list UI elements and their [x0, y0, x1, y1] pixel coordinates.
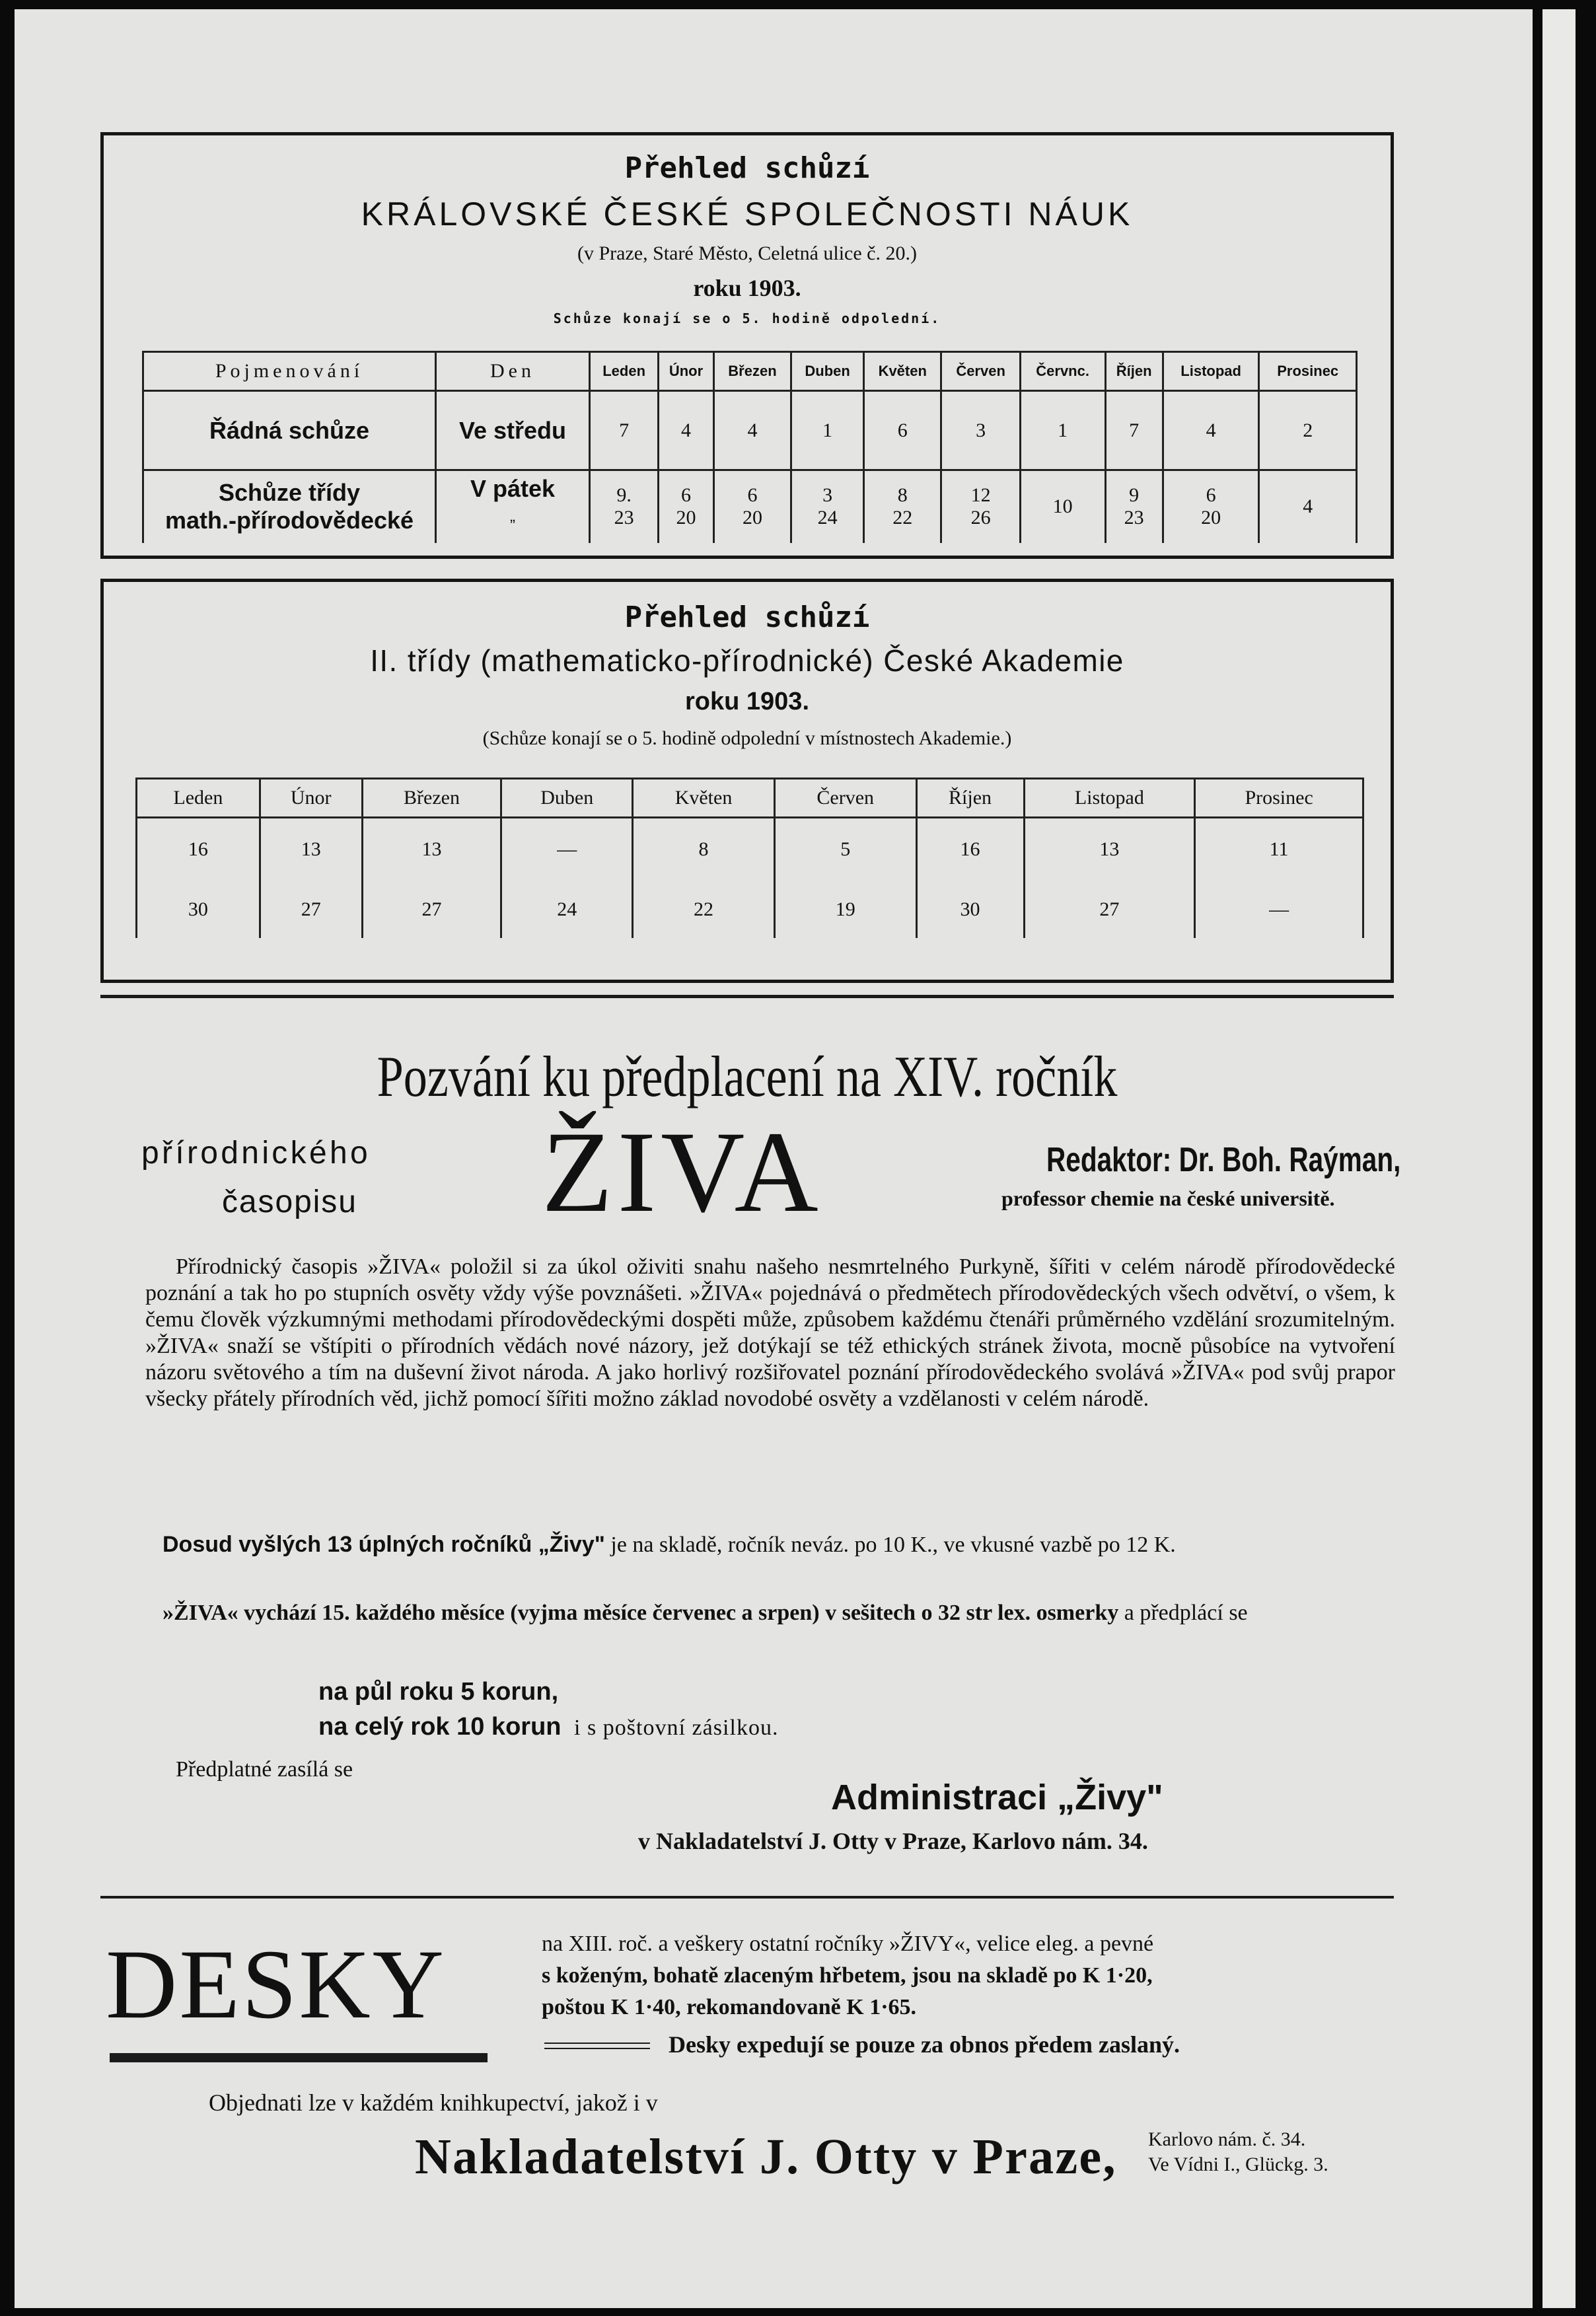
publisher-address-2 [1148, 2153, 1328, 2176]
administration-address: v Nakladatelství J. Otty v Praze, Karlovo nám. 34. [638, 1828, 1148, 1854]
table-cell: — [501, 818, 633, 881]
month-header: Listopad [1163, 352, 1259, 391]
ziva-left-line2: časopisu [222, 1184, 357, 1219]
box2-year: roku 1903. [685, 688, 809, 715]
table-cell: 5 [774, 818, 916, 881]
society-table-header [143, 352, 1357, 391]
table-cell: — [1195, 881, 1363, 938]
table-cell: 2 [1259, 391, 1357, 470]
month-header: Únor [659, 352, 714, 391]
month-header: Prosinec [1259, 352, 1357, 391]
table-cell: 4 [1163, 391, 1259, 470]
row-name-line2: math.-přírodovědecké [164, 507, 414, 534]
month-header: Květen [864, 352, 941, 391]
table-cell [941, 470, 1020, 543]
cell-top: 6 [747, 484, 758, 507]
month-header: Únor [260, 779, 362, 818]
cell-top: 8 [897, 484, 908, 507]
table-cell: 1 [791, 391, 864, 470]
academy-schedule-box [100, 579, 1394, 983]
price-half-year: na půl roku 5 korun, [318, 1678, 559, 1706]
society-schedule-box [100, 132, 1394, 559]
month-header: Leden [590, 352, 659, 391]
page-edge-strip [1542, 9, 1576, 2308]
month-header: Leden [137, 779, 260, 818]
ziva-editor-title: professor chemie na české universitě. [1001, 1186, 1335, 1210]
ditto-mark: „ [510, 507, 515, 525]
publisher-address-1: Karlovo nám. č. 34. [1148, 2128, 1306, 2150]
desky-title: DESKY [106, 1930, 447, 2039]
box1-title: KRÁLOVSKÉ ČESKÉ SPOLEČNOSTI NÁUK [361, 196, 1134, 233]
row-day-text: V pátek [470, 475, 556, 502]
table-cell: 7 [590, 391, 659, 470]
table-cell: 11 [1195, 818, 1363, 881]
subscription-sent-to: Předplatné zasílá se [176, 1757, 353, 1782]
table-cell: 16 [137, 818, 260, 881]
table-cell: 4 [713, 391, 791, 470]
volumes-bold: Dosud vyšlých 13 úplných ročníků „Živy" [163, 1532, 605, 1557]
table-cell: 22 [633, 881, 775, 938]
table-cell: 13 [362, 818, 501, 881]
table-cell [864, 470, 941, 543]
volumes-rest: je na skladě, ročník neváz. po 10 K., ve vkusné vazbě po 12 K. [604, 1533, 1176, 1557]
table-cell: 24 [501, 881, 633, 938]
desky-line1: na XIII. roč. a veškery ostatní ročníky »ŽIVY«, velice eleg. a pevné [542, 1932, 1154, 1956]
table-cell [590, 470, 659, 543]
ziva-description: Přírodnický časopis »ŽIVA« položil si za úkol oživiti snahu našeho nesmrtelného Purkyně, šířiti v celém národě přírodovědecké poznání a tak ho po stupních osvěty vždy výše povznášeti. »ŽIVA« pojednává o předmětech přírodovědeckých všech odvětví, o všem, k čemu člověk výzkumnými methodami přírodovědeckými dospěti může, způsobem každému čtenáři průměrného vzdělání srozumitelným. »ŽIVA« snaží se vštípiti o přírodních vědách nové názory, jež dotýkají se též ethických stránek života, mocně působíce na vytvoření názoru světového a tím na duševní život národa. A jako horlivý rozšiřovatel poznání přírodovědeckého svolává »ŽIVA« pod svůj prapor všecky přátely přírodních věd, jichž pomocí šířiti možno základ novodobé osvěty a vzdělanosti v celém národě. [145, 1254, 1395, 1411]
table-cell: 27 [1024, 881, 1195, 938]
month-header: Duben [791, 352, 864, 391]
desky-double-rule [544, 2043, 650, 2044]
administration: Administraci „Živy" [831, 1778, 1163, 1817]
desky-line4: Desky expedují se pouze za obnos předem zaslaný. [669, 2031, 1180, 2058]
table-cell: 13 [1024, 818, 1195, 881]
month-header: Červen [941, 352, 1020, 391]
row-day [436, 470, 590, 543]
cell-bottom: 26 [970, 507, 991, 529]
cell-top: 9 [1129, 484, 1140, 507]
row-name [143, 470, 436, 543]
postal-note: i s poštovní zásilkou. [574, 1716, 779, 1740]
academy-table [135, 778, 1364, 938]
col-header-day: Den [436, 352, 590, 391]
price-full-year-line [318, 1712, 779, 1741]
table-cell [1105, 470, 1163, 543]
row-name: Řádná schůze [143, 391, 436, 470]
desky-underline [110, 2053, 488, 2062]
cell-top: 6 [1206, 484, 1216, 507]
table-row [143, 391, 1357, 470]
table-row [143, 470, 1357, 543]
table-cell: 30 [916, 881, 1024, 938]
month-header: Červnc. [1020, 352, 1105, 391]
table-cell: 4 [1259, 470, 1357, 543]
month-header: Říjen [916, 779, 1024, 818]
table-cell: 16 [916, 818, 1024, 881]
publisher-address-2-text: Ve Vídni I., Glückg. 3. [1148, 2153, 1328, 2175]
col-header-name: Pojmenování [143, 352, 436, 391]
box1-note: Schůze konají se o 5. hodině odpolední. [553, 310, 941, 326]
table-cell: 10 [1020, 470, 1105, 543]
table-cell [713, 470, 791, 543]
ziva-volumes [145, 1531, 1395, 1558]
row-name-line1: Schůze třídy [218, 479, 361, 507]
table-cell: 4 [659, 391, 714, 470]
month-header: Listopad [1024, 779, 1195, 818]
publisher-name: Nakladatelství J. Otty v Praze, [415, 2129, 1117, 2185]
table-cell: 7 [1105, 391, 1163, 470]
box2-title: II. třídy (mathematicko-přírodnické) České Akademie [370, 643, 1124, 678]
table-cell: 1 [1020, 391, 1105, 470]
desky-line3: poštou K 1·40, rekomandovaně K 1·65. [542, 1995, 917, 2019]
subscribe-text: a předplácí se [1124, 1601, 1248, 1625]
cell-bottom: 23 [1124, 507, 1144, 529]
row-day: Ve středu [436, 391, 590, 470]
cell-top: 9. [616, 484, 632, 507]
month-header: Červen [774, 779, 916, 818]
table-cell: 30 [137, 881, 260, 938]
price-full-year: na celý rok 10 korun [318, 1713, 562, 1741]
month-header: Březen [362, 779, 501, 818]
table-cell: 8 [633, 818, 775, 881]
ziva-left-line1: přírodnického [141, 1136, 371, 1171]
table-cell: 6 [864, 391, 941, 470]
ziva-brand-logo: ŽIVA [542, 1108, 823, 1237]
month-header: Říjen [1105, 352, 1163, 391]
desky-line2: s koženým, bohatě zlaceným hřbetem, jsou na skladě po K 1·20, [542, 1963, 1153, 1988]
table-cell [1163, 470, 1259, 543]
table-cell [791, 470, 864, 543]
academy-table-header [137, 779, 1363, 818]
month-header: Prosinec [1195, 779, 1363, 818]
cell-bottom: 20 [676, 507, 696, 529]
cell-bottom: 23 [614, 507, 634, 529]
cell-bottom: 24 [817, 507, 838, 529]
cell-top: 12 [970, 484, 991, 507]
desky-double-rule [544, 2048, 650, 2049]
table-cell [659, 470, 714, 543]
cell-top: 3 [822, 484, 833, 507]
table-cell: 27 [260, 881, 362, 938]
ziva-schedule [145, 1600, 1395, 1626]
month-header: Květen [633, 779, 775, 818]
cell-bottom: 20 [742, 507, 762, 529]
cell-bottom: 20 [1201, 507, 1221, 529]
box1-header: Přehled schůzí [624, 151, 870, 185]
ziva-headline: Pozvání ku předplacení na XIV. ročník [377, 1045, 1118, 1109]
section-divider [100, 1896, 1394, 1899]
table-cell: 27 [362, 881, 501, 938]
cell-top: 6 [681, 484, 692, 507]
schedule-text: »ŽIVA« vychází 15. každého měsíce (vyjma měsíce červenec a srpen) v sešitech o 32 str lex. osmerky [163, 1601, 1119, 1625]
society-table [142, 351, 1358, 543]
cell-bottom: 22 [892, 507, 913, 529]
table-cell: 3 [941, 391, 1020, 470]
month-header: Duben [501, 779, 633, 818]
ziva-editor: Redaktor: Dr. Boh. Raýman, [1046, 1141, 1401, 1179]
table-row [137, 881, 1363, 938]
month-header: Březen [713, 352, 791, 391]
box1-address: (v Praze, Staré Město, Celetná ulice č. 20.) [577, 242, 917, 264]
section-divider [100, 995, 1394, 998]
box2-note: (Schůze konají se o 5. hodině odpolední v místnostech Akademie.) [482, 727, 1012, 749]
desky-order: Objednati lze v každém knihkupectví, jakož i v [209, 2089, 658, 2116]
table-cell: 13 [260, 818, 362, 881]
table-cell: 19 [774, 881, 916, 938]
table-row [137, 818, 1363, 881]
box1-year: roku 1903. [693, 275, 801, 301]
box2-header: Přehled schůzí [624, 600, 870, 634]
